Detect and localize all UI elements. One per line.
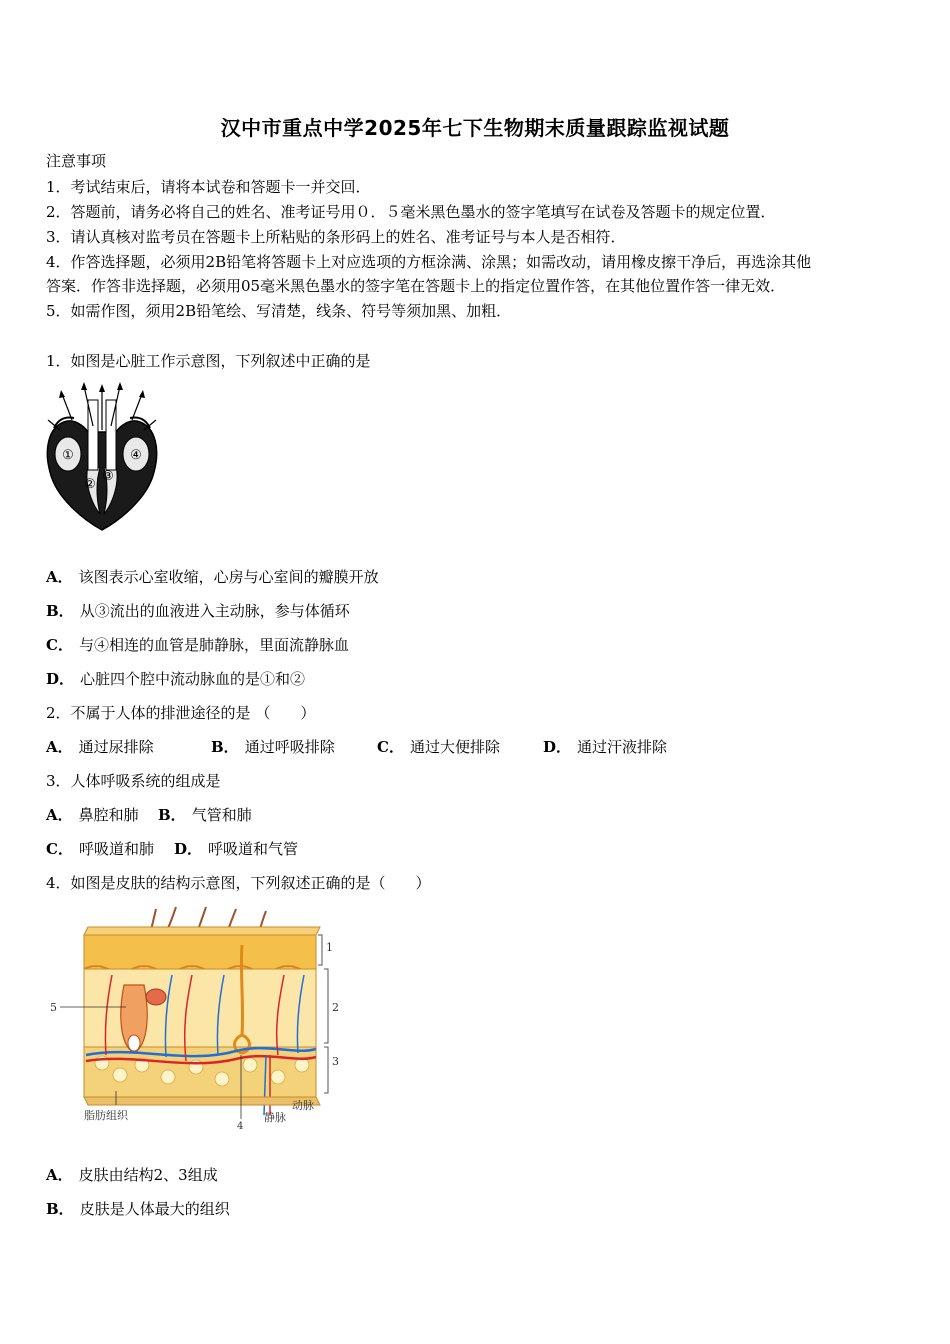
- question-4-option-a: A． 皮肤由结构2、3组成: [46, 1166, 218, 1184]
- notice-item: 答案．作答非选择题，必须用05毫米黑色墨水的签字笔在答题卡上的指定位置作答，在其他位置作答一律无效．: [46, 277, 786, 295]
- question-3-options-row1: [46, 805, 252, 825]
- skin-label-1: 1: [326, 941, 333, 954]
- page-title: 汉中市重点中学2025年七下生物期末质量跟踪监视试题: [220, 116, 730, 140]
- question-2-option-b: B． 通过呼吸排除: [211, 738, 335, 756]
- question-1-option-a: A． 该图表示心室收缩，心房与心室间的瓣膜开放: [46, 568, 379, 586]
- question-4-option-b: B． 皮肤是人体最大的组织: [46, 1200, 230, 1218]
- skin-label-vein: 静脉: [264, 1111, 286, 1124]
- skin-label-2: 2: [332, 1001, 339, 1014]
- question-2-option-d: D． 通过汗液排除: [543, 738, 668, 756]
- heart-label-4: ④: [130, 448, 142, 463]
- question-1-option-b: B． 从③流出的血液进入主动脉，参与体循环: [46, 602, 350, 620]
- notice-item: 1．考试结束后，请将本试卷和答题卡一并交回．: [46, 178, 371, 196]
- question-3-option-c: C． 呼吸道和肺: [46, 840, 154, 858]
- question-2-option-c: C． 通过大便排除: [377, 738, 500, 756]
- question-3-option-b: B． 气管和肺: [158, 806, 252, 824]
- heart-label-1: ①: [62, 448, 74, 463]
- heart-diagram: [44, 380, 160, 532]
- question-3-option-a: A． 鼻腔和肺: [46, 806, 139, 824]
- question-2-options: [46, 737, 667, 757]
- notice-item: 3．请认真核对监考员在答题卡上所粘贴的条形码上的姓名、准考证号与本人是否相符．: [46, 228, 626, 246]
- question-1-option-c: C． 与④相连的血管是肺静脉，里面流静脉血: [46, 636, 349, 654]
- question-1-stem: 1．如图是心脏工作示意图，下列叙述中正确的是: [46, 352, 371, 370]
- question-3-option-d: D． 呼吸道和气管: [174, 840, 299, 858]
- question-3-options-row2: [46, 839, 298, 859]
- question-4-stem: 4．如图是皮肤的结构示意图，下列叙述正确的是（ ）: [46, 874, 431, 892]
- skin-label-fat: 脂肪组织: [84, 1109, 128, 1122]
- skin-label-artery: 动脉: [292, 1099, 314, 1112]
- notice-item: 2．答题前，请务必将自己的姓名、准考证号用０．５毫米黑色墨水的签字笔填写在试卷及答题卡的规定位置．: [46, 203, 776, 221]
- skin-label-5: 5: [50, 1001, 57, 1014]
- question-2-stem: 2．不属于人体的排泄途径的是 （ ）: [46, 704, 316, 722]
- question-1-option-d: D． 心脏四个腔中流动脉血的是①和②: [46, 670, 306, 688]
- skin-label-3: 3: [332, 1055, 339, 1068]
- notice-item: 4．作答选择题，必须用2B铅笔将答题卡上对应选项的方框涂满、涂黑；如需改动，请用橡皮擦干净后，再选涂其他: [46, 253, 812, 271]
- heart-label-2: ②: [84, 477, 96, 492]
- notice-item: 5．如需作图，须用2B铅笔绘、写清楚，线条、符号等须加黑、加粗．: [46, 302, 512, 320]
- notice-heading: 注意事项: [46, 152, 107, 170]
- skin-label-4: 4: [237, 1121, 244, 1131]
- question-2-option-a: A． 通过尿排除: [46, 738, 154, 756]
- skin-diagram: [46, 905, 346, 1131]
- heart-label-3: ③: [102, 469, 114, 484]
- question-3-stem: 3．人体呼吸系统的组成是: [46, 772, 221, 790]
